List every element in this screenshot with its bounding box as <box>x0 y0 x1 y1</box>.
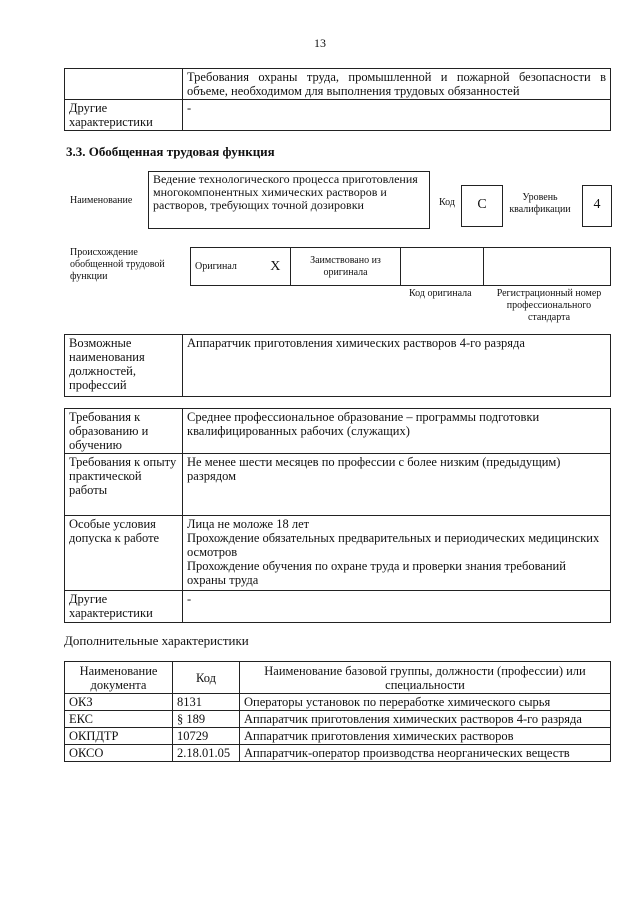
row-code: 8131 <box>173 694 240 711</box>
row-doc: ОКСО <box>65 745 173 762</box>
row-doc: ОКПДТР <box>65 728 173 745</box>
code-label: Код <box>439 197 455 208</box>
table-row <box>65 694 611 711</box>
experience-value: Не менее шести месяцев по профессии с более низким (предыдущим) разрядом <box>183 454 611 516</box>
row-name: Операторы установок по переработке химического сырья <box>240 694 611 711</box>
page-number: 13 <box>314 36 326 50</box>
header-group-name: Наименование базовой группы, должности (профессии) или специальности <box>240 662 611 694</box>
origin-label: Происхождение обобщенной трудовой функции <box>70 247 165 282</box>
requirements-table <box>64 408 611 623</box>
borrowed-label: Заимствовано из оригинала <box>291 248 401 286</box>
additional-title: Дополнительные характеристики <box>64 633 249 648</box>
function-name-value: Ведение технологического процесса приготовления многокомпонентных химических растворов и растворов, требующих точной дозировки <box>148 171 430 229</box>
qualification-level-value: 4 <box>582 185 612 227</box>
row-doc: ЕКС <box>65 711 173 728</box>
other-characteristics-label: Другие характеристики <box>65 100 183 131</box>
experience-label: Требования к опыту практической работы <box>65 454 183 516</box>
education-label: Требования к образованию и обучению <box>65 409 183 454</box>
level-label: Уровень квалификации <box>509 192 571 215</box>
original-mark: X <box>261 248 291 286</box>
table-row <box>65 711 611 728</box>
other-label: Другие характеристики <box>65 591 183 623</box>
row-name: Аппаратчик приготовления химических растворов 4-го разряда <box>240 711 611 728</box>
labor-protection-requirement: Требования охраны труда, промышленной и пожарной безопасности в объеме, необходимом для выполнения трудовых обязанностей <box>183 69 611 100</box>
table-row <box>65 745 611 762</box>
other-characteristics-value: - <box>183 100 611 131</box>
reg-number-caption: Регистрационный номер профессионального стандарта <box>496 288 602 323</box>
row-code: § 189 <box>173 711 240 728</box>
top-table <box>64 68 611 131</box>
admission-value <box>183 516 611 591</box>
original-label: Оригинал <box>191 248 261 286</box>
section-title: 3.3. Обобщенная трудовая функция <box>66 144 275 159</box>
header-code: Код <box>173 662 240 694</box>
positions-label: Возможные наименования должностей, профессий <box>65 335 183 397</box>
row-doc: ОКЗ <box>65 694 173 711</box>
education-value: Среднее профессиональное образование – программы подготовки квалифицированных рабочих (служащих) <box>183 409 611 454</box>
admission-line: Прохождение обязательных предварительных и периодических медицинских осмотров <box>187 531 600 559</box>
admission-line: Прохождение обучения по охране труда и проверки знания требований охраны труда <box>187 559 566 587</box>
name-label: Наименование <box>70 195 133 206</box>
row-code: 10729 <box>173 728 240 745</box>
row-name: Аппаратчик-оператор производства неорганических веществ <box>240 745 611 762</box>
other-value: - <box>183 591 611 623</box>
header-doc-name: Наименование документа <box>65 662 173 694</box>
reg-number-cell <box>484 248 611 286</box>
code-original-cell <box>401 248 484 286</box>
row-name: Аппаратчик приготовления химических растворов <box>240 728 611 745</box>
positions-value: Аппаратчик приготовления химических растворов 4-го разряда <box>183 335 611 397</box>
row-code: 2.18.01.05 <box>173 745 240 762</box>
admission-line: Лица не моложе 18 лет <box>187 517 310 531</box>
admission-label: Особые условия допуска к работе <box>65 516 183 591</box>
code-original-caption: Код оригинала <box>409 288 472 299</box>
positions-table <box>64 334 611 397</box>
origin-table <box>190 247 611 286</box>
additional-table <box>64 661 611 762</box>
function-code-value: C <box>461 185 503 227</box>
table-row <box>65 728 611 745</box>
